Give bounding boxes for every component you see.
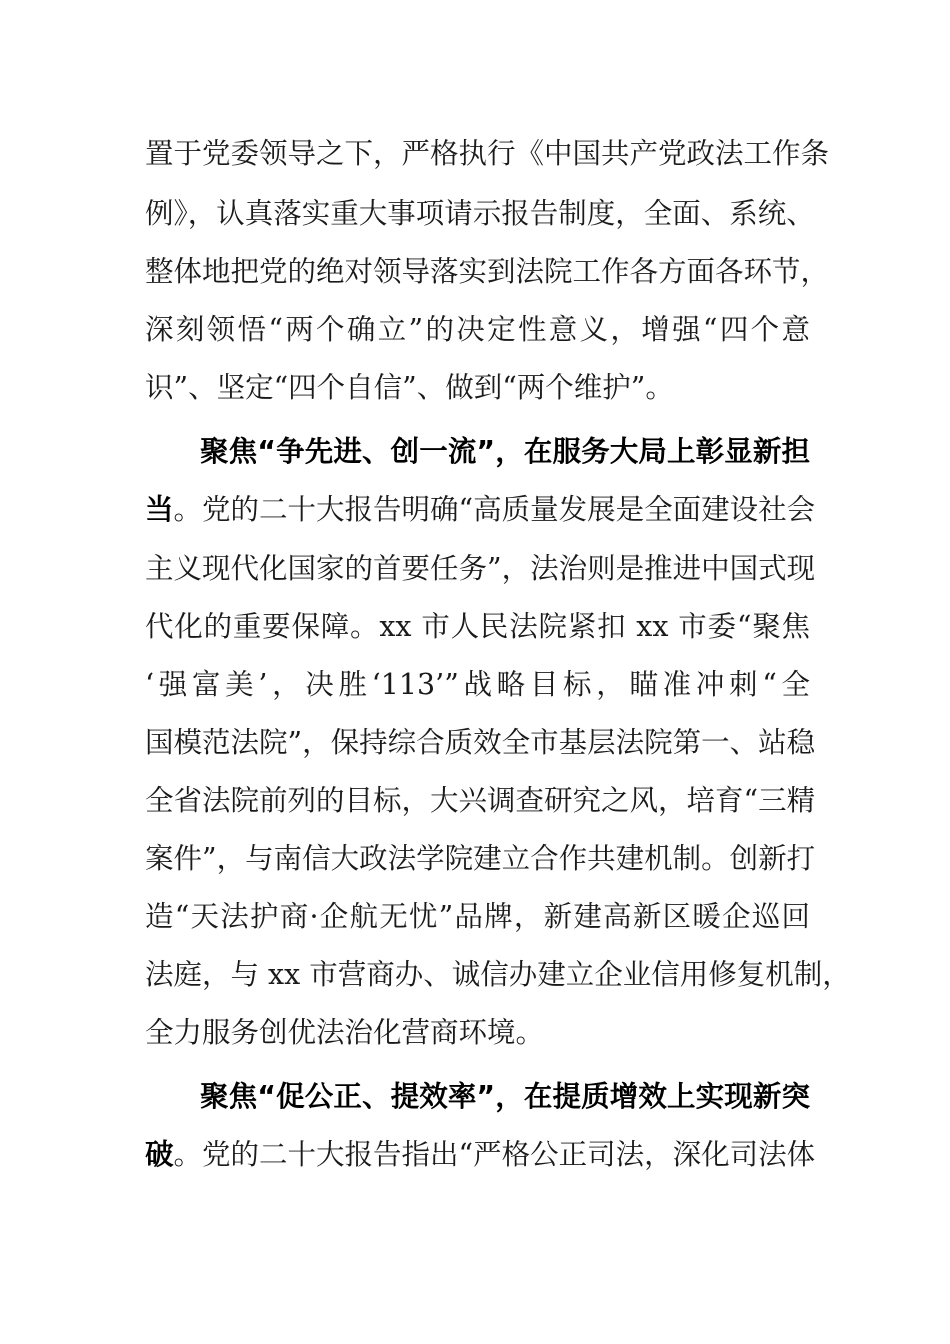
paragraph1-line-2: 例》，认真落实重大事项请示报告制度，全面、系统、 [145, 197, 815, 230]
paragraph2-line-5: ‘强富美’，决胜‘113’”战略目标，瞄准冲刺“全 [145, 668, 810, 701]
paragraph3-line-2-text: 。党的二十大报告指出“严格公正司法，深化司法体 [173, 1138, 816, 1171]
paragraph2-heading: 聚焦“争先进、创一流”，在服务大局上彰显新担 [200, 435, 810, 468]
paragraph3-line-2 [145, 1135, 816, 1175]
paragraph2-line-6: 国模范法院”，保持综合质效全市基层法院第一、站稳 [145, 726, 816, 759]
paragraph2-line-10: 法庭，与 xx 市营商办、诚信办建立企业信用修复机制， [145, 958, 851, 991]
paragraph1-line-3: 整体地把党的绝对领导落实到法院工作各方面各环节， [145, 255, 830, 288]
paragraph2-line-11: 全力服务创优法治化营商环境。 [145, 1016, 545, 1049]
paragraph1-line-4: 深刻领悟“两个确立”的决定性意义，增强“四个意 [145, 313, 810, 346]
paragraph2-line-9: 造“天法护商·企航无忧”品牌，新建高新区暖企巡回 [145, 900, 810, 933]
paragraph2-line-2 [145, 490, 816, 530]
paragraph2-line-8: 案件”，与南信大政法学院建立合作共建机制。创新打 [145, 842, 816, 875]
paragraph2-line-7: 全省法院前列的目标，大兴调查研究之风，培育“三精 [145, 784, 816, 817]
paragraph3-heading: 聚焦“促公正、提效率”，在提质增效上实现新突 [200, 1080, 810, 1113]
paragraph1-line-5: 识”、坚定“四个自信”、做到“两个维护”。 [145, 371, 674, 404]
paragraph2-line-3: 主义现代化国家的首要任务”，法治则是推进中国式现 [145, 552, 816, 585]
paragraph2-line-2-text: 。党的二十大报告明确“高质量发展是全面建设社会 [173, 493, 816, 526]
paragraph3-heading-end: 破 [145, 1138, 174, 1171]
paragraph2-heading-end: 当 [145, 493, 174, 526]
paragraph1-line-1: 置于党委领导之下，严格执行《中国共产党政法工作条 [145, 137, 830, 170]
paragraph2-line-4: 代化的重要保障。xx 市人民法院紧扣 xx 市委“聚焦 [145, 610, 810, 643]
